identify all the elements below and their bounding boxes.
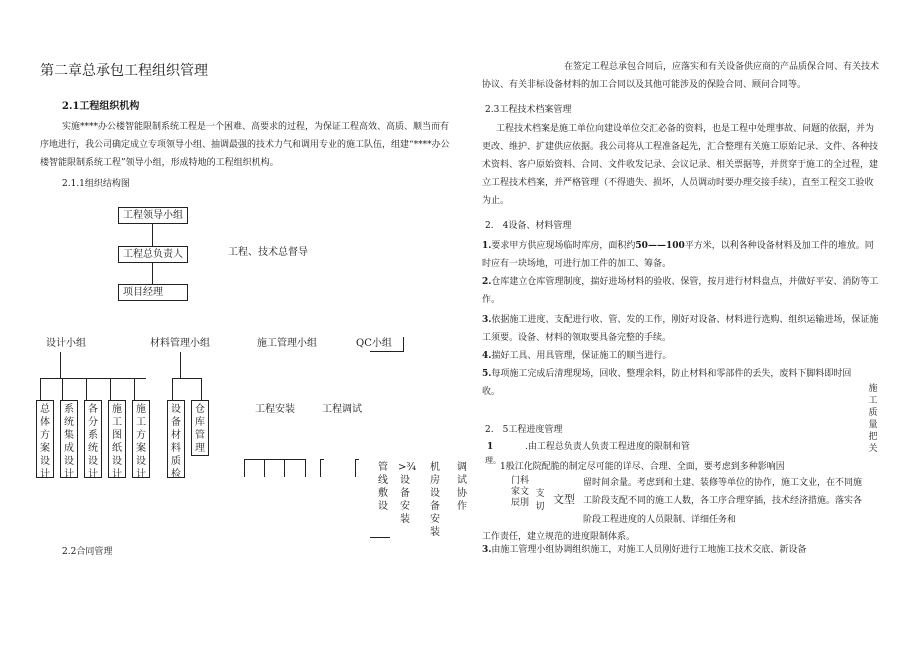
install-label: 工程安装 (255, 404, 295, 415)
progress-item-1-tail: 理。 (485, 456, 501, 465)
material-item-2: 仓库管理 (191, 400, 209, 456)
design-item-2: 系统集成设计 (60, 400, 78, 478)
material-item-1: 设备材料质检 (167, 400, 185, 478)
material-item-1-text: 1.要求甲方供应现场临时库房，面积约50——100平方米，以利各种设备材料及加工件的堆放。同时应有一块场地，可进行加工件的加工、筹备。 (482, 241, 874, 269)
intro-paragraph: 实施****办公楼智能限制系统工程是一个困难、高要求的过程，为保证工程高效、高质、顺当而有序地进行，我公司确定成立专项领导小组、抽调最强的技术力气和调用专业的施工队伍，组建“****办公楼智能限制系统工程”领导小组，形成特地的工程组织机构。 (40, 122, 450, 168)
section-2-3-heading: 2.3工程技术档案管理 (485, 105, 572, 115)
design-item-5: 施工方案设计 (132, 400, 150, 478)
section-2-4-heading: 2. 4设备、材料管理 (485, 221, 572, 231)
section-2-2-heading: 2.2合同管理 (62, 547, 113, 557)
org-pm-box: 项目经理 (118, 284, 188, 301)
progress-text-line-5: 阶段工程进度的人员限制、详细任务和 (583, 515, 737, 525)
fragment-debug-coop: 调试协作 (457, 462, 467, 512)
section-2-5-heading: 2. 5工程进度管理 (485, 425, 563, 435)
progress-text-line-3: 留时间余量。考虑到和土建、装修等单位的协作，施工文业，在不同施 (583, 478, 863, 488)
progress-item-1-text: .由工程总负责人负责工程进度的限制和管 (525, 442, 690, 452)
construction-group-label: 施工管理小组 (257, 338, 317, 349)
garbled-fragment-mid: 文型 (553, 493, 575, 506)
fragment-room-equipment: 机房设备安装 (430, 462, 440, 538)
qc-group-label: QC小组 (356, 338, 392, 349)
material-item-3-text: 3.依据施工进度、支配进行收、管、发的工作，刚好对设备、材料进行选购、组织运输进场，保证施工须要。设备、材料的领取要具备完整的手续。 (482, 315, 879, 343)
contract-paragraph: 在签定工程总承包合同后，应落实和有关设备供应商的产品质保合同、有关技术协议、有关非标设备材料的加工合同以及其他可能涉及的保险合同、顾问合同等。 (482, 62, 880, 90)
fragment-pipeline: 管线敷设 (378, 462, 388, 512)
debug-label: 工程调试 (322, 404, 362, 415)
material-item-5-text: 5.每项施工完成后清理现场，回收、整理余料，防止材料和零部件的丢失，废料下脚料即时回收。 (482, 369, 852, 397)
design-item-1: 总体方案设计 (36, 400, 54, 478)
material-item-4-text: 4.揣好工具、用具管理，保证施工的顺当进行。 (482, 351, 672, 361)
material-group-label: 材料管理小组 (150, 338, 210, 349)
progress-text-line-6: 工作责任，建立规范的进度限制体系。 (482, 532, 636, 542)
side-note-quality: 施工质量把关 (868, 384, 878, 454)
archive-paragraph: 工程技术档案是施工单位向建设单位交汇必备的资料，也是工程中处理事故、问题的依据，并为更改、维护、扩建供应依据。我公司将从工程准备起先，汇合整理有关施工原始记录、文件、各种技术资料、客户原始资料、合同、文件收发记录、会议记录、相关票据等，并贯穿于施工的全过程，建立工程技术档案，并严格管理（不得遗失、损坏，人员调动时要办理交接手续），直至工程交工验收为止。 (482, 124, 879, 206)
org-supervisor-label: 工程、技术总督导 (228, 247, 308, 258)
progress-item-3-text: 3.由施工管理小组协调组织施工，对施工人员刚好进行工地施工技术交底、新设备 (482, 545, 807, 555)
fragment-equipment: >¾设备安装 (398, 462, 417, 525)
progress-item-2-text: 1般江化院配脆的制定尽可能的详尽、合理、全面，要考虑到多种影响因 (500, 462, 785, 472)
progress-text-line-4: 工阶段支配不同的施工人数，各工序合理穿插，技术经济措施。落实各 (583, 496, 863, 506)
progress-item-1-num: 1 (487, 442, 494, 452)
org-leader-box: 工程领导小组 (118, 207, 188, 224)
section-2-1-1-heading: 2.1.1组织结构图 (62, 179, 130, 189)
garbled-fragment-left: 门科 家文 辰刖 (510, 476, 529, 508)
section-2-1-heading: 2.1工程组织机构 (62, 101, 140, 112)
design-group-label: 设计小组 (46, 338, 86, 349)
org-manager-box: 工程总负责人 (118, 246, 188, 263)
material-item-2-text: 2.仓库建立仓库管理制度，揣好进场材料的验收、保管，按月进行材料盘点，并做好平安、消防等工作。 (482, 277, 879, 305)
chapter-title: 第二章总承包工程组织管理 (40, 63, 208, 79)
design-item-3: 各分系统设计 (84, 400, 102, 478)
garbled-fragment-small: 支 切 (535, 489, 545, 512)
design-item-4: 施工图纸设计 (108, 400, 126, 478)
